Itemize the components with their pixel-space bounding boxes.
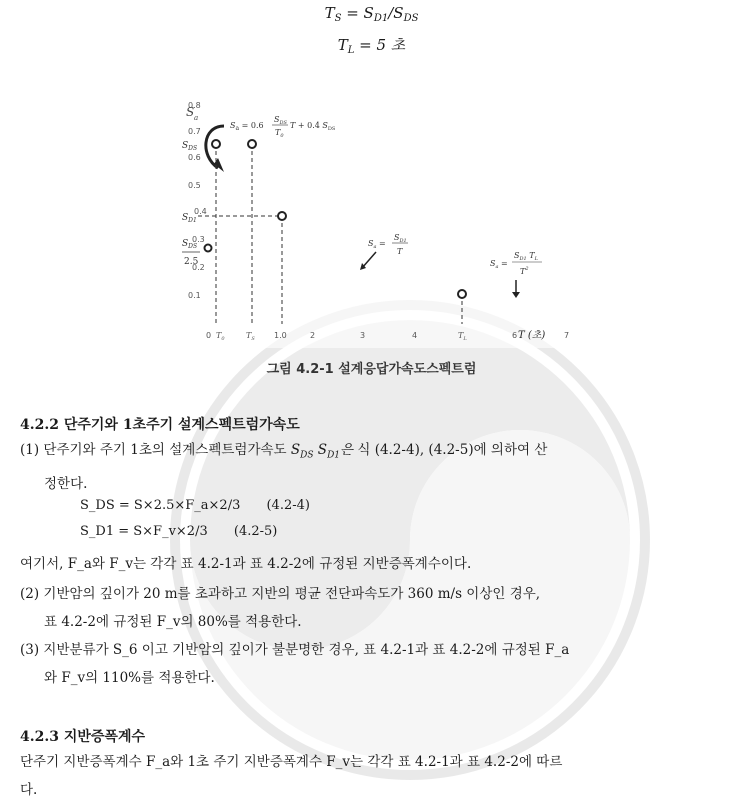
y-tick-0.5: 0.5 [188, 181, 201, 190]
equation-ts-text: $T_S = S_{D1}/S_{DS}$ [324, 4, 419, 24]
y-marker-sds: $S_{DS}$ [182, 141, 198, 152]
p3-text-b: 표 4.2-2에 규정된 F_v의 80%를 적용한다. [44, 614, 302, 630]
y-tick-0.1: 0.1 [188, 291, 201, 300]
p1-text-a: (1) 단주기와 주기 1초의 설계스펙트럼가속도 [20, 442, 287, 458]
y-tick-0.4: 0.4 [194, 207, 207, 216]
paragraph-422-2 [20, 580, 720, 636]
formula-long: $S_a$ = [490, 259, 508, 270]
x-tick-0: 0 [206, 331, 212, 340]
x-tick-tl: $T_L$ [458, 331, 467, 342]
equation-ts [0, 4, 743, 24]
x-tick-1.0: 1.0 [274, 331, 287, 340]
p423-text-b: 다. [20, 782, 38, 798]
formula-4-2-4 [80, 498, 310, 513]
y-tick-0.2: 0.2 [192, 263, 205, 272]
y-marker-sds-div: $S_{DS}$ [182, 239, 198, 250]
point-1s [278, 212, 286, 220]
formula-4-2-5 [80, 524, 277, 539]
point-ts [248, 140, 256, 148]
formula-sd1: S_D1 = S×F_v×2/3 [80, 524, 208, 539]
section-title-422: 4.2.2 단주기와 1초주기 설계스펙트럼가속도 [20, 417, 300, 433]
equation-tl [0, 34, 743, 56]
p3-text-a: (2) 기반암의 깊이가 20 m를 초과하고 지반의 평균 전단파속도가 360 m/s 이상인 경우, [20, 586, 541, 602]
response-spectrum-figure [180, 96, 586, 348]
svg-text:SDS: $S_{DS}$ [274, 115, 287, 126]
y-axis-symbol-sub: a [194, 114, 199, 122]
y-axis-symbol: S [186, 105, 195, 119]
sds-symbol: $S_{DS}$ $S_{D1}$은 [290, 442, 358, 461]
svg-text:T: T [397, 247, 403, 256]
x-tick-ts: $T_S$ [246, 331, 255, 342]
y-tick-0.7: 0.7 [188, 127, 201, 136]
x-tick-6: 6 [512, 331, 518, 340]
point-t0 [212, 140, 220, 148]
paragraph-422-3 [20, 636, 720, 692]
figure-caption: 그림 4.2-1 설계응답가속도스펙트럼 [266, 362, 477, 377]
formula-middle: $S_a$ = [368, 239, 386, 250]
x-tick-4: 4 [412, 331, 418, 340]
p4-text-b: 와 F_v의 110%를 적용한다. [44, 670, 215, 686]
x-tick-t0: $T_0$ [216, 331, 225, 342]
formula-sd1-tag: (4.2-5) [233, 524, 278, 539]
formula-rising: $S_a = 0.6$ [230, 121, 264, 132]
x-tick-3: 3 [360, 331, 366, 340]
x-axis-symbol: T (초) [518, 330, 546, 341]
y-tick-0.3: 0.3 [192, 235, 205, 244]
paragraph-423-1 [20, 748, 720, 804]
formula-sds: S_DS = S×2.5×F_a×2/3 [80, 498, 241, 513]
equation-tl-text: $T_L = 5$ 초 [337, 36, 406, 56]
x-tick-7: 7 [564, 331, 570, 340]
svg-text:T + 0.4 SDS: T + 0.4 $S_{DS}$ [290, 121, 336, 132]
point-sds-div [205, 245, 212, 252]
svg-text:SD1: $S_{D1}$ [394, 233, 407, 244]
p1-text-b: 식 (4.2-4), (4.2-5)에 의하여 산 [357, 442, 548, 458]
formula-sds-tag: (4.2-4) [266, 498, 310, 513]
y-marker-sds-div-den: 2.5 [184, 257, 199, 267]
paragraph-422-1 [20, 436, 720, 498]
p1-text-c: 정한다. [44, 475, 88, 492]
point-tl [458, 290, 466, 298]
p423-text-a: 단주기 지반증폭계수 F_a와 1초 주기 지반증폭계수 F_v는 각각 표 4.2-1과 표 4.2-2에 따르 [20, 754, 563, 770]
svg-text:T2: $T^2$ [520, 266, 529, 276]
y-tick-0.8: 0.8 [188, 101, 201, 110]
y-tick-0.6: 0.6 [188, 153, 201, 162]
svg-text:T0: $T_0$ [275, 128, 284, 139]
p4-text-a: (3) 지반분류가 S_6 이고 기반암의 깊이가 불분명한 경우, 표 4.2-1과 표 4.2-2에 규정된 F_a [20, 642, 570, 658]
x-tick-2: 2 [310, 331, 316, 340]
y-marker-sd1: $S_{D1}$ [182, 213, 197, 224]
paragraph-422-where: 여기서, F_a와 F_v는 각각 표 4.2-1과 표 4.2-2에 규정된 지반증폭계수이다. [20, 556, 472, 572]
section-title-423: 4.2.3 지반증폭계수 [20, 729, 145, 745]
svg-text:SD1 TL: $S_{D1}$ $T_L$ [514, 251, 538, 262]
